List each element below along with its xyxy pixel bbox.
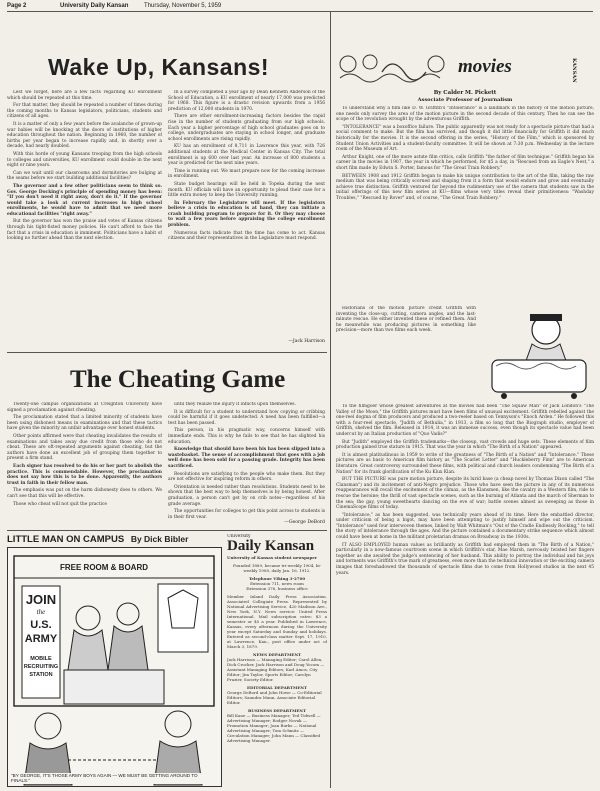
reel-icon-1	[340, 56, 356, 72]
movies-heading: movies	[458, 56, 512, 77]
editorial-title-cheating-game: The Cheating Game	[70, 366, 286, 393]
masthead-name: Daily Kansan	[227, 538, 315, 554]
masthead-prefix: University	[227, 534, 251, 539]
section-divider	[7, 530, 327, 531]
movies-banner-art	[336, 48, 456, 90]
editorial1-column-1: Lest we forget, here are a few facts regarding KU enrollment which should be repeated at this time. For that matter, they should be repeated a number of times during the coming months to Kansas legislators, politicians, students and citizens of all ages. It is a matter of only a few years before the avalanche of grown-up war babies will be knocking at the doors of institutions of higher education throughout the nation. Beginning in 1960, the number of births per year began to increase rapidly and, in shortly over a decade, had nearly doubled. With this horde of young Kansans trooping from the high schools to colleges and universities, KU enrollment could double in the next eight or nine years. Can we wait until our classrooms and dormitories are bulging at the seams before we start building additional facilities? The governor and a few other politicians seem to think so. Gov. George Docking's principle of spending money has been: "If you don't need it right away, don't do it." If the governor would take a look at current increases in high school enrollments, he would have to admit that we need more educational facilities "right away." But the governor has won the praise and votes of Kansas citizens through his tight-fisted money policies. He can't afford to face the fact that a crisis in education is imminent. Politicians have a habit of looking no further ahead than the next election.	[7, 90, 162, 242]
recruiter-body-2	[108, 626, 148, 670]
news-dept-staff: Jack Harrison — Managing Editor; Carol Allen, Dick Crocker, Jack Harrison and Doug Yocom — Assistant Managing Editors; Karl Amos, City Editor; Jim Taylor, Sports Editor; Carolyn Frazier, Society Editor.	[227, 657, 325, 682]
editorial-dept-heading: EDITORIAL DEPARTMENT	[246, 685, 308, 690]
booth-counter	[64, 670, 164, 704]
masthead-ext-news: Extension 711, news room	[250, 581, 304, 586]
paper-name: University Daily Kansan	[60, 3, 129, 9]
movies-column-bottom: To the filmgoer whose greatest adventures at the movies had been "The Squaw Man" or Jack London's "The Valley of the Moon," the Griffith pictures must have been films of unusual excitement. Griffith rebelled against the one-reel dogma of film producers and produced a two-reeler based on Tennyson's "Enoch Arden." He followed this with a four-reel spectacle, "Judith of Bethulia," in 1913, a film so long that the Biograph studio, employer of Griffith, shelved the film. Released in 1914, it was an immense success, even though its spectacle value had been undercut by an Italian production of "Quo Vadis?" But "Judith" employed the Griffith trademarks—the closeup, vast crowds and huge sets. These elements of film production gained true stature in 1915. That was the year in which "The Birth of a Nation" appeared. It is almost platitudinous in 1959 to write of the greatness of "The Birth of a Nation" and "Intolerance." These pictures are as basic to American film history as "The Scarlet Letter" and "Huckleberry Finn" are to American literature. Great controversy surrounded these films, with political and church leaders condemning "The Birth of a Nation" for its frank glorification of the Ku Klux Klan. BUT THE PICTURE was pure motion picture, despite its lurid base (a cheap novel by Thomas Dixon called "The Clansman") and its incitement of anti-Negro prejudice. Those who have seen the picture in any of its numerous reappearances will recall the excitement of the climax, as the Klansmen, like the cavalry in a Western film, ride to rescue the heroine; the thrill of vast spectacle scenes, such as the burning of Atlanta and the march of Sherman to the sea; the gay, young sweethearts dancing on the eve of war; battle scenes almost as sweeping as those in CinemaScope films of today. "Intolerance," as has been suggested, was technically years ahead of its time. Here the embattled director, under criticism of being a bigot, may have been attempting to justify himself and wipe out the criticism. "Intolerance" used four interwoven themes, linked by Walt Whitman's "Out of the Cradle Endlessly Rocking," to tell the story of intolerance through the ages. And the picture contained a documentary strike sequence which almost could have been at home in the militant proletarian dramas on Broadway in the 1930s. IT ALSO EMPLOYED human values as brilliantly as Griffith had employed them in "The Birth of a Nation," particularly in a now-famous courtroom scene in which Griffith's star, Mae Marsh, nervously twisted her fingers together as she awaited the judge's sentencing of her husband. This ability to portray the individual and his joys and torments was Griffith's true mark of greatness, even more than the technical innovation or the exciting camera images that foreshadowed the thousands of spectacle films due to come from Hollywood studios in the next 45 years.	[336, 404, 594, 576]
movie-illustration	[482, 306, 594, 402]
recruiter-head-2	[117, 603, 139, 625]
news-dept-heading: NEWS DEPARTMENT	[252, 652, 302, 657]
editorial2-signature: —George DeBord	[284, 520, 325, 525]
business-dept-heading: BUSINESS DEPARTMENT	[247, 708, 307, 713]
business-dept-staff: Bill Kane — Business Manager; Ted Tidwell — Advertising Manager; Rodger Novak — Promotion Manager; Joan Burks — National Advertising Manager; Tom Schmitz — Circulation Manager; John Mann — Classified Advertising Manager.	[227, 713, 321, 743]
page-side-mark: KANSAN	[571, 58, 577, 83]
reel-icon-2	[363, 55, 377, 69]
poster-right	[158, 584, 208, 652]
reel-icon-3	[428, 56, 444, 72]
editorial-divider	[7, 352, 327, 353]
film-strip-icon	[382, 64, 426, 80]
sign-us: U.S.	[30, 619, 52, 631]
masthead	[227, 534, 327, 786]
editorial1-column-2: In a survey completed a year ago by Dean Kenneth Anderson of the School of Education, a KU enrollment of nearly 17,000 was predicted for 1968. This figure is a drastic revision upwards from a 1956 prediction of 12,000 students in 1970. There are other enrollment-increasing factors besides the rapid rise in the number of students graduating from our high schools. Each year a higher percentage of high school graduates goes on to college, undergraduates are staying in school longer, and graduate school enrollments are rising rapidly. KU has an enrollment of 8,711 in Lawrence this year, with 726 additional students at the Medical Center in Kansas City. The total enrollment is up 600 over last year. An increase of 800 students a year is predicted for the next nine years. Time is running out. We must prepare now for the coming increase in enrollment. State budget hearings will be held in Topeka during the next month. KU officials will have an opportunity to plead their case for a little extra money to keep the University running. In February the Legislature will meet. If the legislators believe a crisis in education is at hand, they can initiate a crash building program to prepare for it. Or they may choose to wait a few years before appraising the college enrollment problem. Numerous facts indicate that the time has come to act. Kansas citizens and their representatives in the Legislature must respond.	[168, 90, 325, 242]
student-head-1	[35, 713, 61, 739]
masthead-founded: Founded 1889, became tri-weekly 1904, bi-weekly 1908, daily Jan. 16, 1912.	[232, 563, 322, 573]
masthead-subtitle: University of Kansas student newspaper	[227, 555, 317, 560]
sign-army: ARMY	[24, 633, 58, 645]
cartoon-panel	[7, 547, 222, 787]
sign-join: JOIN	[25, 592, 57, 607]
sign-mobile: MOBILE	[30, 656, 52, 662]
masthead-ext-business: Extension 376, business office	[246, 586, 308, 591]
editorial-title-wake-up: Wake Up, Kansans!	[48, 54, 270, 80]
movies-byline: By Calder M. Pickett	[433, 90, 497, 96]
cartoon-header	[7, 534, 222, 545]
sign-station: STATION	[29, 672, 53, 678]
header-rule	[7, 11, 593, 12]
editorial1-signature: —Jack Harrison	[288, 339, 325, 344]
student-head-2	[165, 711, 191, 737]
masthead-membership: Member Inland Daily Press Association. Associated Collegiate Press. Represented by National Advertising Service, 420 Madison Ave., New York, N.Y. News service: United Press International. Mail subscription rates: $3 a semester or $5 a year. Published in Lawrence, Kansas, every afternoon during the University year except Saturday and Sunday and holidays. Entered as second-class matter Sept. 17, 1910, at Lawrence, Kan., post office under act of March 3, 1879.	[227, 594, 327, 649]
recruiter-body-1	[68, 630, 108, 670]
page-number: Page 2	[7, 3, 27, 9]
cartoon-title: LITTLE MAN ON CAMPUS	[7, 534, 125, 545]
movies-column-top: To understand why a film like D. W. Griffith's "Intolerance" is a landmark in the history of the motion picture, one needs only survey the area of the motion picture in the second decade of this century. Then he can see the scope of the revolution wrought by the adventurous Griffith. "INTOLERANCE" was a boxoffice failure. The public apparently was not ready for a spectacle picture that had a social comment to make. But the film has survived, and though it did little financially for Griffith it did much historically for the movies. It is the second offering in the series, "History of the Film," which is sponsored by Student Union Activities and a student-faculty committee. It will be shown at 7:30 p.m. Wednesday in the lecture room of the Museum of Art. Arthur Knight, one of the more astute film critics, calls Griffith "the father of film technique." Griffith began his career in the movies in 1907, the year in which he performed, for $5 a day, in "Rescued from an Eagle's Nest," a short film made by Edwin S. Porter, famous for "The Great Train Robbery." BETWEEN 1908 and 1912 Griffith began to make his unique contribution to the art of the film, taking the raw medium that was being critically scorned and shaping from it a form that would endure and grow and eventually achieve true distinction. Griffith ventured far beyond the rudimentary use of the camera that students saw in the initial offerings of this new film series at KU—films whose very titles reveal their primitiveness: "Washday Troubles," "Rescued by Rover" and, of course, "The Great Train Robbery."	[336, 106, 594, 201]
tub-foot-left	[501, 393, 507, 399]
movies-byline-role: Associate Professor of Journalism	[417, 97, 513, 103]
editorial2-column-1: Twenty-one campus organizations at Creighton University have signed a proclamation against cheating. The proclamation stated that a limited minority of students have been using dishonest means in examinations and that these tactics have given the minority an unfair advantage over honest students. Other points affirmed were that cheating invalidates the results of examinations and takes away due credit from those who do not cheat. These are oft-repeated arguments against cheating, but the authors have done an excellent job of grouping them together to present a firm stand. Each signer has resolved to do his or her part to abolish the practice. This is commendable. However, the proclamation does not say how this is to be done. Apparently, the authors trust in faith in their fellow man. The emphasis was put on the harm dishonesty does to others. We can't see that this will be effective. Those who cheat will not quit the practice	[7, 402, 162, 507]
film-wave-icon	[340, 74, 440, 82]
column-divider	[330, 12, 331, 788]
hat-icon	[530, 314, 562, 321]
editorial-dept-staff: George DeBord and John Howe — Co-Editorial Editors; Saundra Mann, Associate Editorial Editor.	[227, 690, 322, 705]
masthead-phone: Telephone VIking 3-2700	[248, 576, 306, 581]
cartoon-caption: "BY GEORGE, IT'S THOSE ARMY BOYS AGAIN — WE MUST BE GETTING AROUND TO FINALS."	[11, 773, 217, 784]
cartoon-drawing	[8, 548, 221, 786]
cartoon-byline: By Dick Bibler	[130, 534, 189, 544]
issue-date: Thursday, November 5, 1959	[144, 3, 222, 9]
sign-the: the	[36, 608, 46, 616]
movies-column-beside-art: Historians of the motion picture credit Griffith with inventing the close-up, cutting, camera angles, and the last-minute rescue. He either invented these or refined them. And he meanwhile was producing pictures in something like precision—more than two films each week.	[336, 306, 476, 334]
editorial2-column-2: until they realize the injury it inflicts upon themselves. It is difficult for a student to understand how copying or cribbing could be harmful if it goes undetected. A need has been fulfilled—a test has been passed. This person, in his pragmatic way, concerns himself with immediate ends. This is why he fails to see that he has slighted his education. Knowledge that should have been his has been slipped into a wastebasket. The sense of accomplishment that goes with a job well done has been sold for a passing grade. Integrity has been sacrificed. Resolutions are satisfying to the people who make them. But they are not effective for inspiring reform in others. Orientation is needed rather than resolutions. Students need to be shown that the best way to help themselves is by being honest. After graduation, a person can't get by on crib notes—regardless of his grade average. The opportunities for colleges to get this point across to students is in their first year.	[168, 402, 325, 518]
sign-recruiting: RECRUITING	[23, 664, 59, 670]
recruiter-head-1	[76, 606, 100, 630]
free-room-board-sign: FREE ROOM & BOARD	[60, 563, 148, 572]
tub-foot-right	[571, 393, 577, 399]
